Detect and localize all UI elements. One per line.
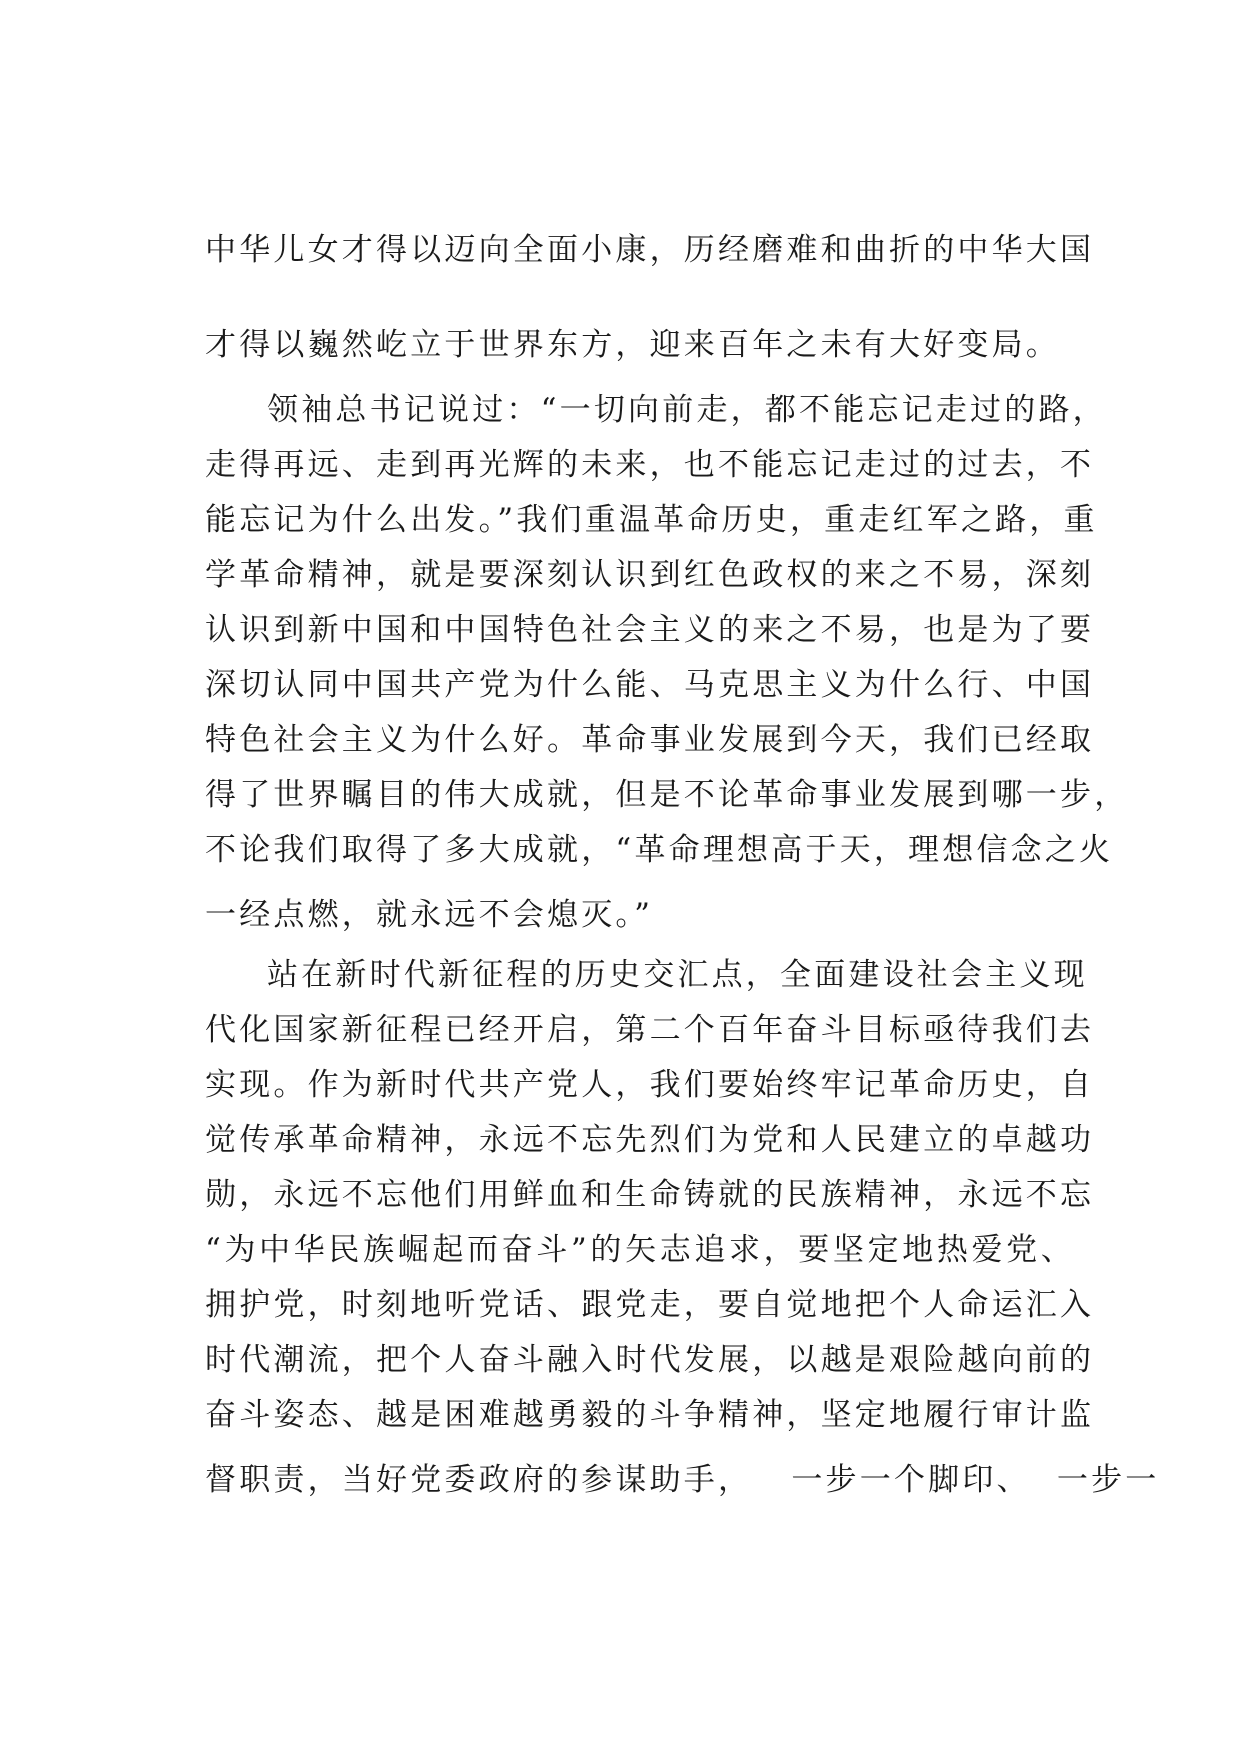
text-line: 一经点燃，就永远不会熄灭。” (205, 897, 654, 933)
text-line: 特色社会主义为什么好。革命事业发展到今天，我们已经取 (205, 722, 1095, 758)
text-line: 才得以巍然屹立于世界东方，迎来百年之未有大好变局。 (205, 327, 1060, 363)
paragraph-first-line: 领袖总书记说过：“一切向前走，都不能忘记走过的路， (267, 392, 1107, 428)
text-line: 奋斗姿态、越是困难越勇毅的斗争精神，坚定地履行审计监 (205, 1397, 1095, 1433)
text-line: “为中华民族崛起而奋斗”的矢志追求，要坚定地热爱党、 (205, 1232, 1075, 1268)
text-line: 深切认同中国共产党为什么能、马克思主义为什么行、中国 (205, 667, 1095, 703)
text-line: 走得再远、走到再光辉的未来，也不能忘记走过的过去，不 (205, 447, 1095, 483)
text-line: 中华儿女才得以迈向全面小康，历经磨难和曲折的中华大国 (205, 232, 1095, 268)
text-line: 认识到新中国和中国特色社会主义的来之不易，也是为了要 (205, 612, 1095, 648)
text-line: 拥护党，时刻地听党话、跟党走，要自觉地把个人命运汇入 (205, 1287, 1095, 1323)
text-line: 实现。作为新时代共产党人，我们要始终牢记革命历史，自 (205, 1067, 1095, 1103)
text-line: 时代潮流，把个人奋斗融入时代发展，以越是艰险越向前的 (205, 1342, 1095, 1378)
text-line: 不论我们取得了多大成就，“革命理想高于天，理想信念之火 (205, 832, 1114, 868)
paragraph-first-line: 站在新时代新征程的历史交汇点，全面建设社会主义现 (267, 957, 1088, 993)
text-line: 代化国家新征程已经开启，第二个百年奋斗目标亟待我们去 (205, 1012, 1095, 1048)
text-line: 能忘记为什么出发。”我们重温革命历史，重走红军之路，重 (205, 502, 1098, 538)
text-line: 觉传承革命精神，永远不忘先烈们为党和人民建立的卓越功 (205, 1122, 1095, 1158)
text-line: 学革命精神，就是要深刻认识到红色政权的来之不易，深刻 (205, 557, 1095, 593)
text-line: 得了世界瞩目的伟大成就，但是不论革命事业发展到哪一步， (205, 777, 1129, 813)
text-line: 督职责，当好党委政府的参谋助手， 一步一个脚印、 一步一 (205, 1462, 1160, 1498)
text-line: 勋，永远不忘他们用鲜血和生命铸就的民族精神，永远不忘 (205, 1177, 1095, 1213)
